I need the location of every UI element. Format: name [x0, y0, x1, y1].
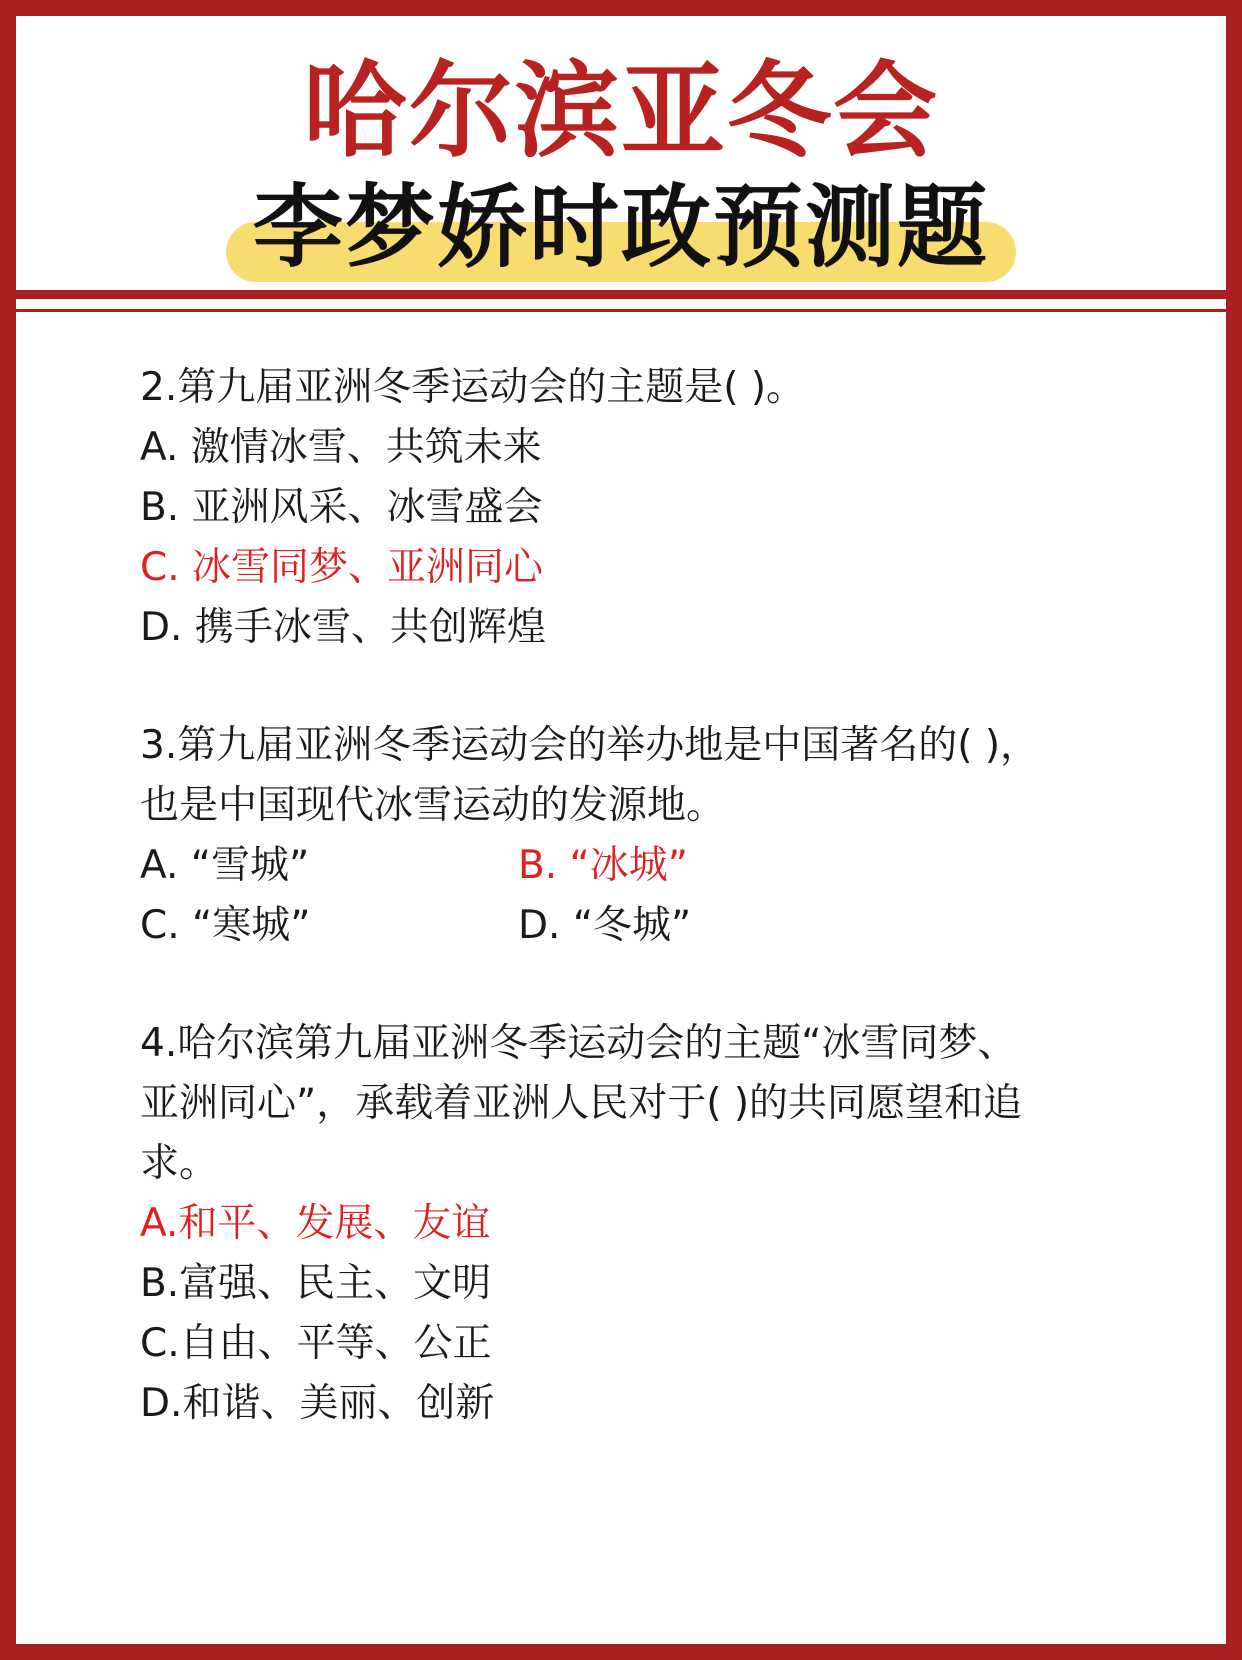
option-a: A. 激情冰雪、共筑未来 — [140, 425, 542, 470]
page-title: 哈尔滨亚冬会 — [302, 50, 939, 172]
option-b-correct: B. “冰城” — [518, 843, 688, 888]
question-2 — [140, 358, 1120, 658]
question-stem: 4.哈尔滨第九届亚洲冬季运动会的主题“冰雪同梦、 — [140, 1021, 1017, 1066]
option-c: C. “寒城” — [140, 903, 311, 948]
option-a-correct: A.和平、发展、友谊 — [140, 1201, 491, 1246]
option-d: D.和谐、美丽、创新 — [140, 1381, 495, 1426]
option-d: D. 携手冰雪、共创辉煌 — [140, 605, 546, 650]
question-stem-continued: 也是中国现代冰雪运动的发源地。 — [140, 783, 726, 828]
option-a: A. “雪城” — [140, 843, 310, 888]
question-list — [140, 358, 1120, 1434]
page-subtitle: 李梦娇时政预测题 — [253, 175, 989, 280]
question-stem: 3.第九届亚洲冬季运动会的举办地是中国著名的( )， — [140, 723, 1040, 768]
question-3 — [140, 716, 1120, 956]
option-d: D. “冬城” — [518, 903, 692, 948]
spacer — [140, 658, 1120, 716]
header-divider-thick — [16, 290, 1226, 299]
option-c-correct: C. 冰雪同梦、亚洲同心 — [140, 545, 544, 590]
header-divider-thin — [16, 309, 1226, 312]
question-stem-continued: 亚洲同心”，承载着亚洲人民对于( )的共同愿望和追 — [140, 1081, 1023, 1126]
question-4 — [140, 1014, 1120, 1434]
option-b: B.富强、民主、文明 — [140, 1261, 492, 1306]
spacer — [140, 956, 1120, 1014]
question-stem-continued: 求。 — [140, 1141, 219, 1186]
question-stem: 2.第九届亚洲冬季运动会的主题是( )。 — [140, 365, 806, 410]
option-c: C.自由、平等、公正 — [140, 1321, 492, 1366]
option-b: B. 亚洲风采、冰雪盛会 — [140, 485, 543, 530]
option-row — [140, 896, 1120, 956]
option-row — [140, 836, 1120, 896]
